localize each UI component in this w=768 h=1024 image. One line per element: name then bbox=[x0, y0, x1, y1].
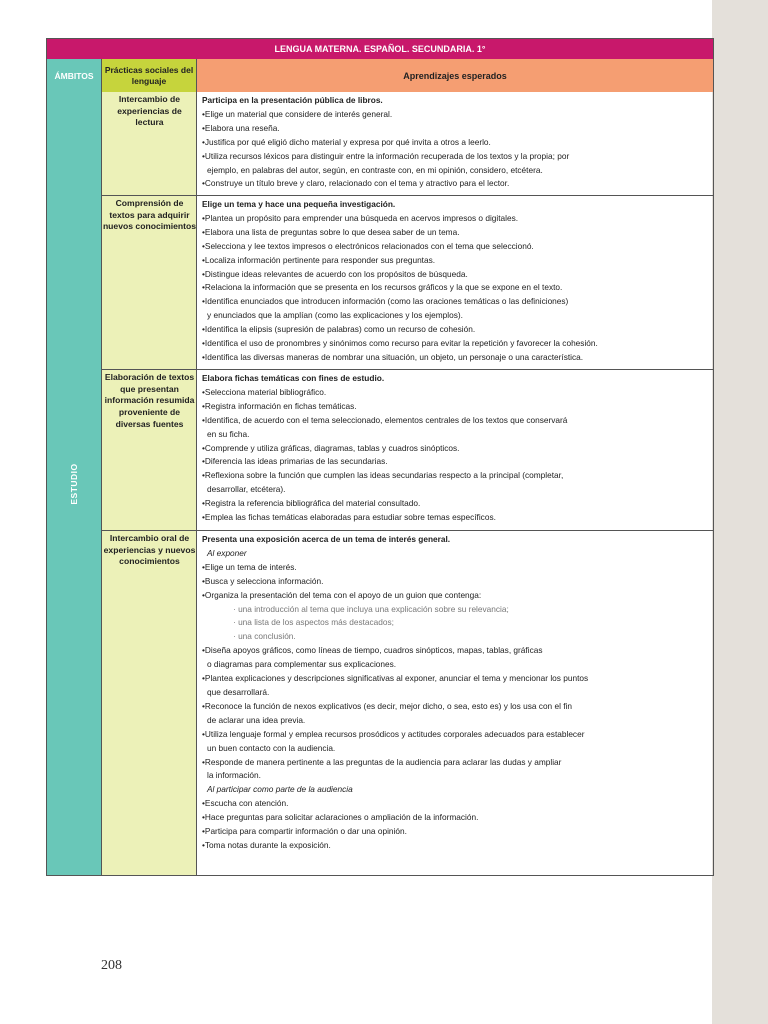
practice-label: Elaboración de textos que presentan información resumida proveniente de diversas fuentes bbox=[104, 372, 195, 429]
learning-item: •Elige un tema de interés. bbox=[202, 561, 297, 572]
learning-item: •Hace preguntas para solicitar aclaraciones o ampliación de la información. bbox=[202, 812, 479, 823]
learning-item: •Selecciona material bibliográfico. bbox=[202, 386, 327, 397]
learning-item: •Elige un material que considere de interés general. bbox=[202, 108, 393, 119]
learning-item: •Registra la referencia bibliográfica del material consultado. bbox=[202, 498, 421, 509]
learning-item: •Utiliza lenguaje formal y emplea recursos prosódicos y actitudes corporales adecuados para establecer bbox=[202, 728, 585, 739]
learning-heading: Elabora fichas temáticas con fines de estudio. bbox=[202, 373, 385, 383]
learning-item: •Elabora una lista de preguntas sobre lo que desea saber de un tema. bbox=[202, 226, 460, 237]
learning-subitem: · una lista de los aspectos más destacados; bbox=[233, 617, 394, 628]
learning-item: en su ficha. bbox=[207, 428, 250, 439]
learning-item: •Reflexiona sobre la función que cumplen las ideas secundarias respecto a la principal (completar, bbox=[202, 470, 564, 481]
learning-item: •Emplea las fichas temáticas elaboradas para estudiar sobre temas específicos. bbox=[202, 512, 496, 523]
practice-label: Intercambio de experiencias de lectura bbox=[117, 94, 182, 128]
learning-item: •Identifica, de acuerdo con el tema seleccionado, elementos centrales de los textos que conservará bbox=[202, 414, 568, 425]
header-aprendizajes: Aprendizajes esperados bbox=[197, 59, 713, 92]
learning-item: •Justifica por qué eligió dicho material y expresa por qué invita a otros a leerlo. bbox=[202, 136, 491, 147]
practice-label: Intercambio oral de experiencias y nuevos conocimientos bbox=[103, 533, 196, 567]
learning-item: •Construye un título breve y claro, relacionado con el tema y atractivo para el lector. bbox=[202, 178, 510, 189]
learning-item: •Identifica enunciados que introducen información (como las oraciones temáticas o las definiciones) bbox=[202, 296, 569, 307]
learning-item: •Responde de manera pertinente a las preguntas de la audiencia para aclarar las dudas y ampliar bbox=[202, 756, 562, 767]
learning-item: desarrollar, etcétera). bbox=[207, 484, 286, 495]
learning-item: •Plantea explicaciones y descripciones significativas al exponer, anunciar el tema y mencionar los puntos bbox=[202, 673, 589, 684]
learning-item: •Escucha con atención. bbox=[202, 798, 289, 809]
learning-item: •Comprende y utiliza gráficas, diagramas, tablas y cuadros sinópticos. bbox=[202, 442, 460, 453]
learning-item: un buen contacto con la audiencia. bbox=[207, 742, 336, 753]
learning-cell bbox=[202, 372, 712, 525]
curriculum-table bbox=[46, 38, 714, 876]
learning-cell bbox=[202, 94, 712, 191]
learning-item: •Utiliza recursos léxicos para distinguir entre la información recuperada de los textos y la propia; por bbox=[202, 150, 570, 161]
learning-item: y enunciados que la amplían (como las explicaciones y los ejemplos). bbox=[207, 310, 463, 321]
header-ambitos: ÁMBITOS bbox=[47, 59, 102, 92]
table-row bbox=[102, 530, 713, 875]
table-row bbox=[102, 369, 713, 530]
practice-label: Comprensión de textos para adquirir nuevos conocimientos bbox=[102, 198, 197, 232]
learning-heading: Presenta una exposición acerca de un tema de interés general. bbox=[202, 534, 451, 544]
learning-item: •Diferencia las ideas primarias de las secundarias. bbox=[202, 456, 388, 467]
learning-item: •Plantea un propósito para emprender una búsqueda en acervos impresos o digitales. bbox=[202, 212, 519, 223]
table-row bbox=[102, 195, 713, 369]
learning-item: la información. bbox=[207, 770, 261, 781]
learning-item: •Busca y selecciona información. bbox=[202, 575, 324, 586]
learning-item: •Selecciona y lee textos impresos o electrónicos relacionados con el tema que seleccionó. bbox=[202, 240, 534, 251]
learning-item: •Reconoce la función de nexos explicativos (es decir, mejor dicho, o sea, esto es) y los usa con el fin bbox=[202, 700, 573, 711]
learning-item: •Elabora una reseña. bbox=[202, 122, 280, 133]
learning-subitem: · una conclusión. bbox=[233, 631, 296, 642]
learning-item: •Toma notas durante la exposición. bbox=[202, 839, 331, 850]
learning-item: •Relaciona la información que se presenta en los recursos gráficos y la que se expone en el texto. bbox=[202, 282, 563, 293]
learning-heading: Participa en la presentación pública de libros. bbox=[202, 95, 383, 105]
learning-cell bbox=[202, 198, 712, 365]
learning-subitem: · una introducción al tema que incluya una explicación sobre su relevancia; bbox=[233, 603, 509, 614]
learning-item: •Distingue ideas relevantes de acuerdo con los propósitos de búsqueda. bbox=[202, 268, 468, 279]
learning-heading: Elige un tema y hace una pequeña investigación. bbox=[202, 199, 396, 209]
learning-item: •Identifica el uso de pronombres y sinónimos como recurso para evitar la repetición y favorecer la cohesión. bbox=[202, 338, 598, 349]
learning-item: •Registra información en fichas temáticas. bbox=[202, 400, 357, 411]
learning-item: •Localiza información pertinente para responder sus preguntas. bbox=[202, 254, 436, 265]
learning-item: •Diseña apoyos gráficos, como líneas de tiempo, cuadros sinópticos, mapas, tablas, gráficas bbox=[202, 645, 543, 656]
header-practicas: Prácticas sociales del lenguaje bbox=[102, 59, 197, 92]
learning-subheading: Al exponer bbox=[207, 547, 247, 558]
learning-item: o diagramas para complementar sus explicaciones. bbox=[207, 659, 397, 670]
table-row bbox=[102, 92, 713, 195]
ambito-label: ESTUDIO bbox=[69, 462, 79, 505]
page-side-strip bbox=[712, 0, 768, 1024]
learning-item: •Organiza la presentación del tema con el apoyo de un guion que contenga: bbox=[202, 589, 482, 600]
learning-item: de aclarar una idea previa. bbox=[207, 714, 306, 725]
page-number: 208 bbox=[101, 958, 122, 973]
learning-item: •Identifica las diversas maneras de nombrar una situación, un objeto, un personaje o una característica. bbox=[202, 351, 584, 362]
learning-item: •Identifica la elipsis (supresión de palabras) como un recurso de cohesión. bbox=[202, 324, 476, 335]
learning-subheading: Al participar como parte de la audiencia bbox=[207, 784, 353, 795]
ambito-column bbox=[47, 92, 102, 875]
table-title: LENGUA MATERNA. ESPAÑOL. SECUNDARIA. 1° bbox=[47, 39, 713, 59]
learning-item: ejemplo, en palabras del autor, según, en contraste con, en mi opinión, considero, etcétera. bbox=[207, 164, 543, 175]
learning-item: que desarrollará. bbox=[207, 686, 270, 697]
learning-item: •Participa para compartir información o dar una opinión. bbox=[202, 826, 407, 837]
learning-cell bbox=[202, 533, 712, 853]
